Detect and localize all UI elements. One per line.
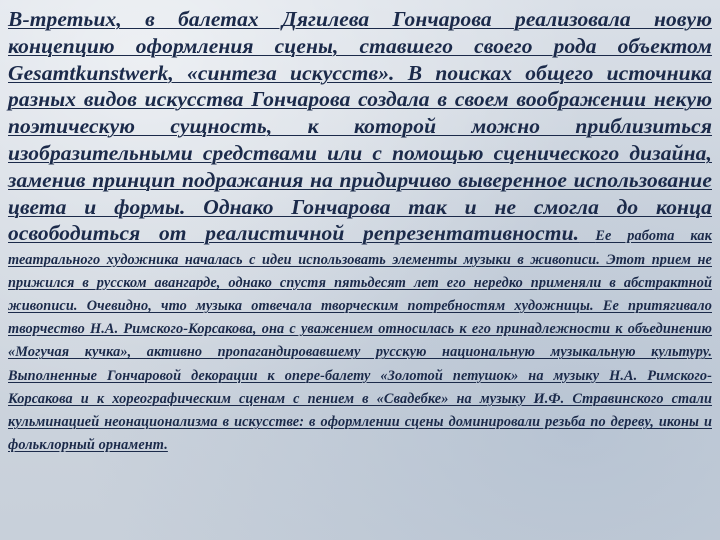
slide-text — [8, 6, 712, 457]
lead-text: В-третьих, в балетах Дягилева Гончарова реализовала новую концепцию оформления сцены, ставшего своего рода объектом Gesamtkunstwerk, «синтеза искусств». В поисках общего источника разных видов искусства Гончарова создала в своем воображении некую поэтическую сущность, к которой можно приблизиться изобразительными средствами или с помощью сценического дизайна, заменив принцип подражания на придирчиво выверенное использование цвета и формы. Однако Гончарова так и не смогла до конца освободиться от реалистичной репрезентативности. — [8, 7, 712, 246]
body-text: Ее работа как театрального художника началась с идеи использовать элементы музыки в живописи. Этот прием не прижился в русском авангарде, однако спустя пятьдесят лет его нередко применяли в абстрактной живописи. Очевидно, что музыка отвечала творческим потребностям художницы. Ее притягивало творчество Н.А. Римского-Корсакова, она с уважением относилась к его принадлежности к объединению «Могучая кучка», активно пропагандировавшему русскую национальную музыкальную культуру. Выполненные Гончаровой декорации к опере-балету «Золотой петушок» на музыку Н.А. Римского-Корсакова и к хореографическим сценам с пением в «Свадебке» на музыку И.Ф. Стравинского стали кульминацией неонационализма в искусстве: в оформлении сцены доминировали резьба по дереву, иконы и фольклорный орнамент. — [8, 228, 712, 454]
